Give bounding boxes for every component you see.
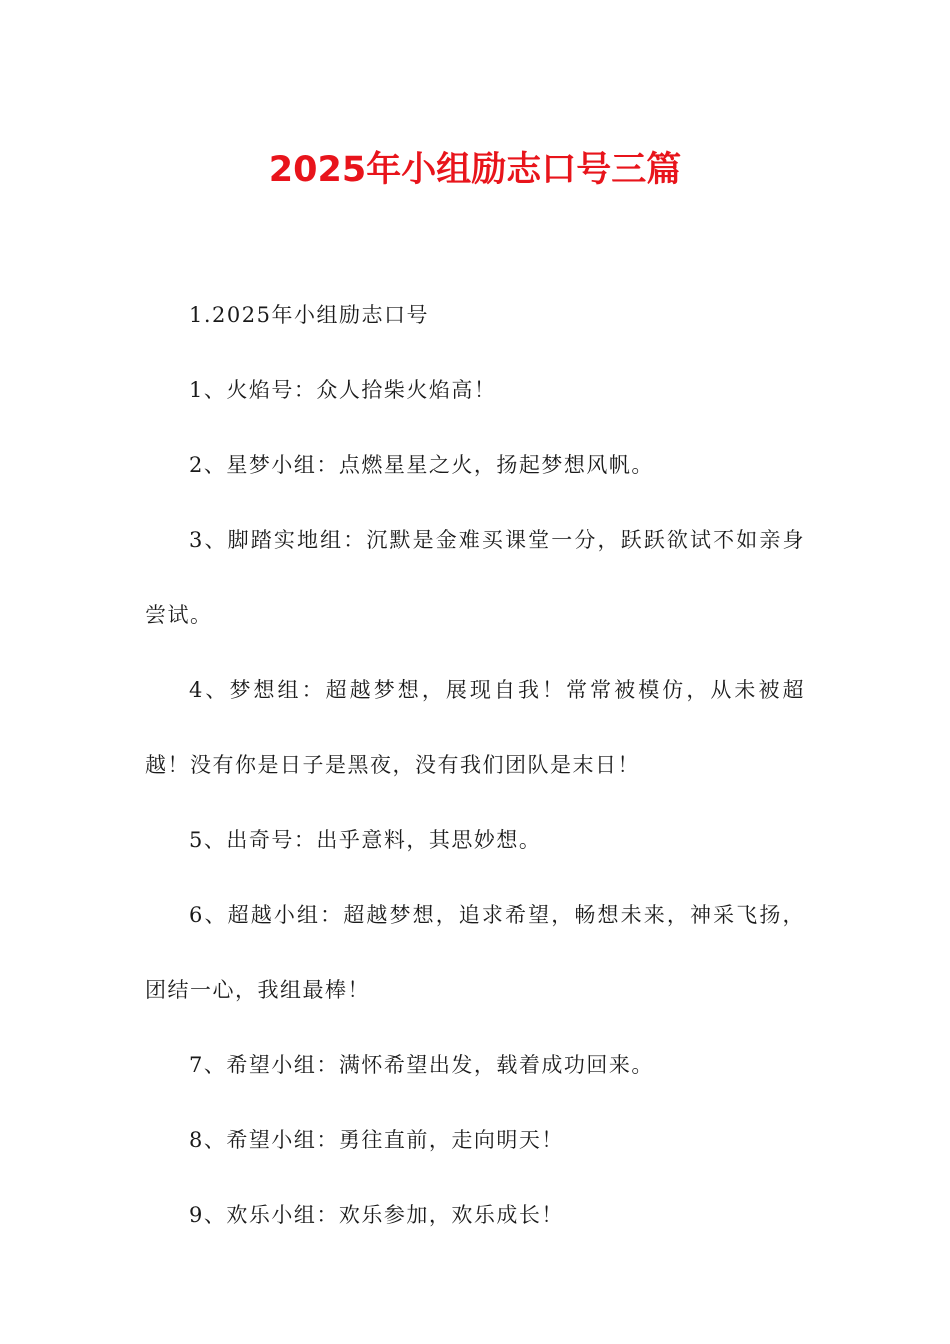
slogan-item-9: 9、欢乐小组：欢乐参加，欢乐成长！ [189,1203,564,1227]
document-body [145,278,805,1253]
slogan-item-3: 3、脚踏实地组：沉默是金难买课堂一分，跃跃欲试不如亲身尝试。 [145,528,805,627]
slogan-item-2: 2、星梦小组：点燃星星之火，扬起梦想风帆。 [189,453,654,477]
slogan-item-4: 4、梦想组：超越梦想，展现自我！常常被模仿，从未被超越！没有你是日子是黑夜，没有我们团队是末日！ [145,678,805,777]
slogan-item-5: 5、出奇号：出乎意料，其思妙想。 [189,828,542,852]
document-title: 2025年小组励志口号三篇 [268,150,682,190]
section-heading: 1.2025年小组励志口号 [189,303,429,327]
slogan-item-8: 8、希望小组：勇往直前，走向明天！ [189,1128,564,1152]
slogan-item-6: 6、超越小组：超越梦想，追求希望，畅想未来，神采飞扬，团结一心，我组最棒！ [145,903,805,1002]
slogan-item-7: 7、希望小组：满怀希望出发，载着成功回来。 [189,1053,654,1077]
slogan-item-1: 1、火焰号：众人拾柴火焰高！ [189,378,497,402]
